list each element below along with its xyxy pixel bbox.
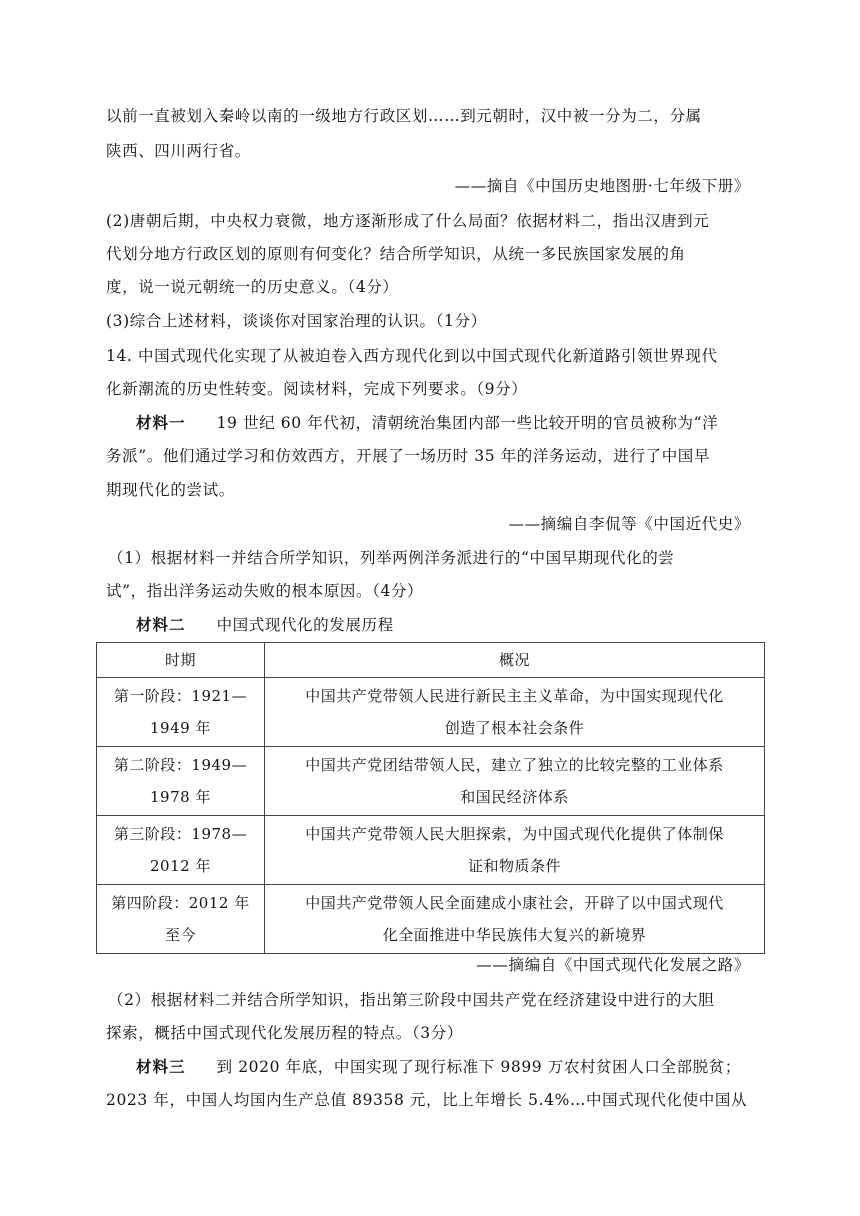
summary-text: 中国共产党带领人民进行新民主主义革命，为中国实现现代化	[305, 687, 724, 705]
material-label: 材料三	[136, 1058, 186, 1076]
material-text: 务派”。他们通过学习和仿效西方，开展了一场历时 35 年的洋务运动，进行了中国早	[106, 447, 711, 465]
material-two-heading	[136, 613, 394, 635]
period-text: 至今	[164, 926, 196, 944]
summary-text: 中国共产党带领人民全面建成小康社会，开辟了以中国式现代	[305, 894, 724, 912]
summary-text: 中国共产党团结带领人民，建立了独立的比较完整的工业体系	[305, 756, 724, 774]
source-citation: ——摘编自《中国式现代化发展之路》	[476, 956, 750, 974]
question-text: 度，说一说元朝统一的历史意义。（4分）	[106, 278, 399, 296]
table-row	[97, 678, 765, 747]
table-header-row	[97, 643, 765, 678]
period-text: 第一阶段：1921—	[113, 687, 248, 705]
material-text: 期现代化的尝试。	[106, 481, 235, 499]
column-header: 时期	[97, 643, 265, 678]
question-stem: 14. 中国式现代化实现了从被迫卷入西方现代化到以中国式现代化新道路引领世界现代	[106, 347, 718, 365]
question-stem: 化新潮流的历史性转变。阅读材料，完成下列要求。（9分）	[106, 380, 528, 398]
summary-text: 中国共产党带领人民大胆探索，为中国式现代化提供了体制保	[305, 825, 724, 843]
period-cell	[97, 747, 265, 816]
question-text: 探索，概括中国式现代化发展历程的特点。（3分）	[106, 1024, 463, 1042]
table-row	[97, 885, 765, 954]
period-cell	[97, 678, 265, 747]
summary-text: 创造了根本社会条件	[444, 719, 585, 737]
period-text: 第四阶段：2012 年	[111, 894, 250, 912]
material-text: 19 世纪 60 年代初，清朝统治集团内部一些比较开明的官员被称为“洋	[216, 414, 719, 432]
summary-cell	[265, 885, 765, 954]
period-text: 1949 年	[150, 719, 211, 737]
material-text: 到 2020 年底，中国实现了现行标准下 9899 万农村贫困人口全部脱贫；	[216, 1058, 741, 1076]
period-cell	[97, 885, 265, 954]
material-three	[136, 1055, 741, 1077]
material-text: 2023 年，中国人均国内生产总值 89358 元，比上年增长 5.4%…中国式现代化使中国从	[106, 1091, 748, 1109]
summary-cell	[265, 678, 765, 747]
summary-text: 证和物质条件	[467, 857, 561, 875]
period-text: 第二阶段：1949—	[113, 756, 248, 774]
development-table	[96, 642, 765, 954]
summary-text: 化全面推进中华民族伟大复兴的新境界	[382, 926, 647, 944]
question-text: (3)综合上述材料，谈谈你对国家治理的认识。（1分）	[106, 312, 487, 330]
summary-text: 和国民经济体系	[460, 788, 569, 806]
table-row	[97, 816, 765, 885]
question-text: （2）根据材料二并结合所学知识，指出第三阶段中国共产党在经济建设中进行的大胆	[108, 991, 715, 1009]
period-cell	[97, 816, 265, 885]
question-text: 代划分地方行政区划的原则有何变化？结合所学知识，从统一多民族国家发展的角	[106, 245, 686, 263]
summary-cell	[265, 747, 765, 816]
text-line: 陕西、四川两行省。	[106, 142, 251, 160]
material-label: 材料一	[136, 414, 186, 432]
column-header: 概况	[265, 643, 765, 678]
question-text: (2)唐朝后期，中央权力衰微，地方逐渐形成了什么局面？依据材料二，指出汉唐到元	[106, 212, 710, 230]
table-row	[97, 747, 765, 816]
summary-cell	[265, 816, 765, 885]
period-text: 第三阶段：1978—	[113, 825, 248, 843]
source-citation: ——摘编自李侃等《中国近代史》	[508, 515, 750, 533]
question-text: 试”，指出洋务运动失败的根本原因。（4分）	[106, 582, 424, 600]
question-text: （1）根据材料一并结合所学知识，列举两例洋务派进行的“中国早期现代化的尝	[108, 549, 675, 567]
text-line: 以前一直被划入秦岭以南的一级地方行政区划……到元朝时，汉中被一分为二，分属	[106, 107, 702, 125]
period-text: 1978 年	[150, 788, 211, 806]
period-text: 2012 年	[150, 857, 211, 875]
material-label: 材料二	[136, 616, 186, 634]
material-title: 中国式现代化的发展历程	[216, 616, 394, 634]
material-one	[136, 411, 718, 433]
source-citation: ——摘自《中国历史地图册·七年级下册》	[454, 177, 750, 195]
